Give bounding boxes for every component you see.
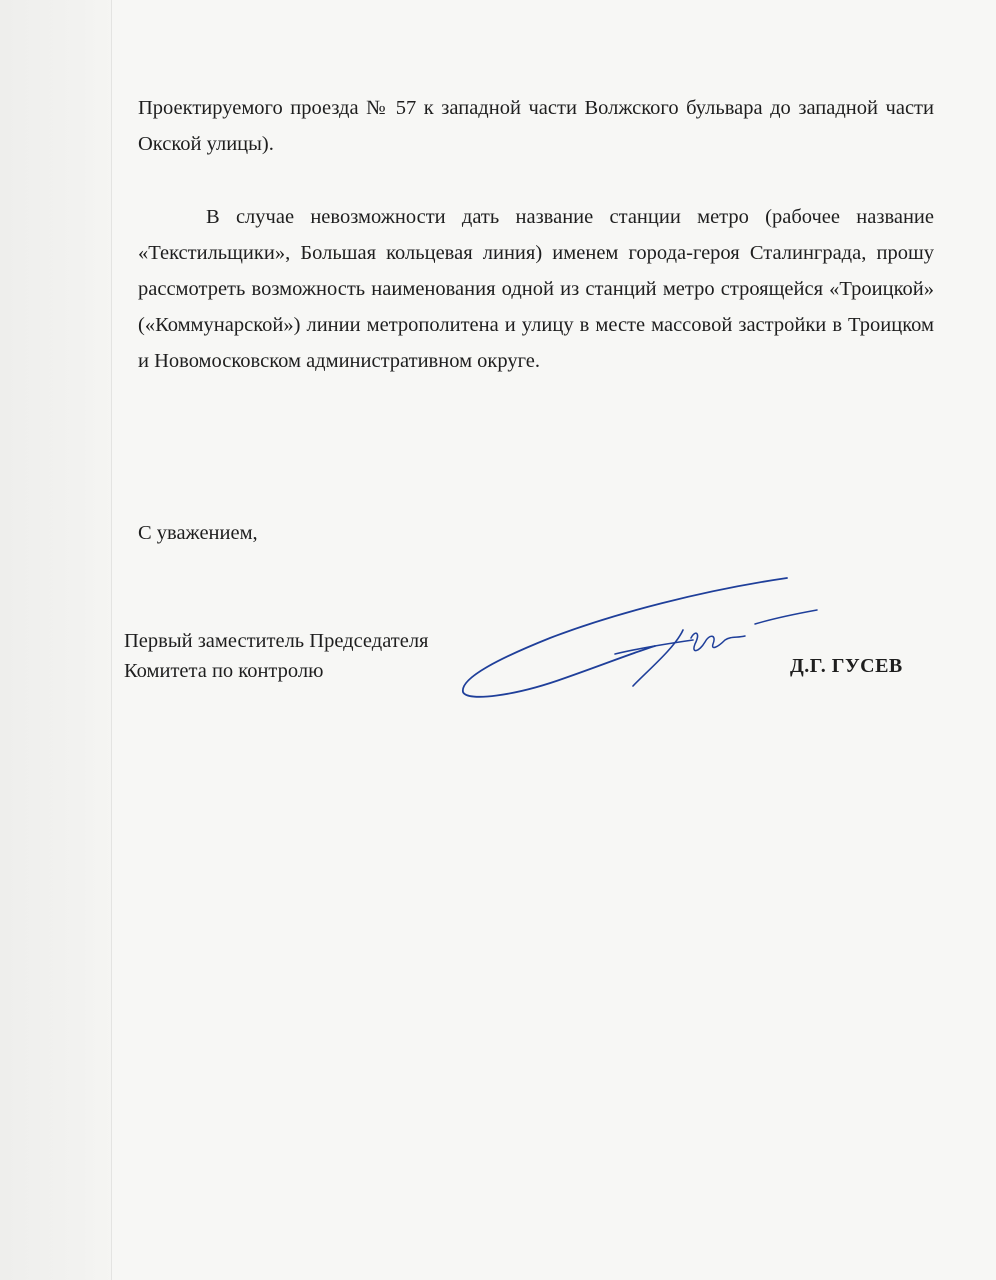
signer-position-line-2: Комитета по контролю (124, 660, 324, 682)
closing-salutation: С уважением, (138, 522, 258, 544)
signature-stroke-letter-2 (691, 633, 745, 650)
handwritten-signature (455, 568, 825, 708)
page-left-margin (0, 0, 112, 1280)
paragraph-2: В случае невозможности дать название станции метро (рабочее название «Текстильщики», Большая кольцевая линия) именем города-героя Сталинграда, прошу рассмотреть возможность наименования одной из станций метро строящейся «Троицкой» («Коммунарской») линии метрополитена и улицу в месте массовой застройки в Троицком и Новомосковском административном округе. (138, 206, 934, 372)
signer-position (124, 626, 428, 686)
signature-stroke-tail (755, 610, 817, 624)
paragraph-1: Проектируемого проезда № 57 к западной части Волжского бульвара до западной части Окской улицы). (138, 97, 934, 155)
signer-position-line-1: Первый заместитель Председателя (124, 630, 429, 652)
signature-stroke-letter-1 (633, 630, 683, 686)
margin-line (111, 0, 112, 1280)
signer-name: Д.Г. ГУСЕВ (790, 655, 903, 677)
